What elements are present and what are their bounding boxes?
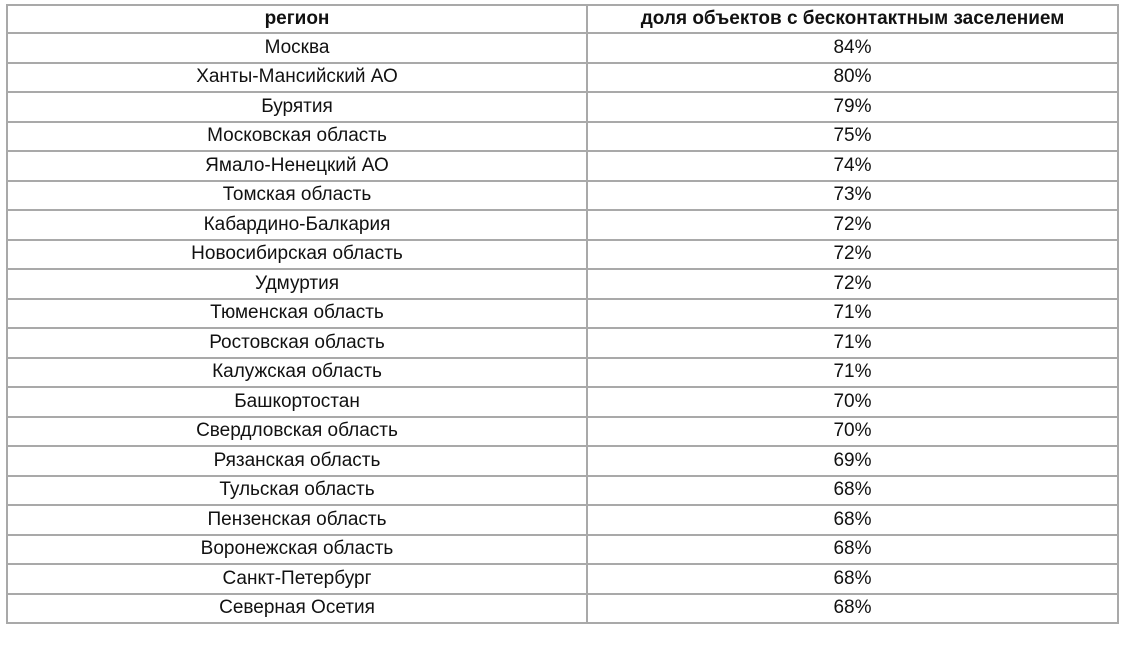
table-row <box>7 269 1118 299</box>
share-cell: 68% <box>587 505 1118 535</box>
region-cell: Бурятия <box>7 92 587 122</box>
header-row <box>7 5 1118 33</box>
region-cell: Башкортостан <box>7 387 587 417</box>
share-cell: 68% <box>587 476 1118 506</box>
share-cell: 68% <box>587 535 1118 565</box>
table-row <box>7 299 1118 329</box>
region-cell: Пензенская область <box>7 505 587 535</box>
region-cell: Тульская область <box>7 476 587 506</box>
share-cell: 71% <box>587 358 1118 388</box>
table-body <box>7 33 1118 623</box>
share-cell: 68% <box>587 564 1118 594</box>
table-row <box>7 151 1118 181</box>
region-cell: Новосибирская область <box>7 240 587 270</box>
share-cell: 72% <box>587 240 1118 270</box>
region-cell: Рязанская область <box>7 446 587 476</box>
regions-table <box>6 4 1119 624</box>
table-row <box>7 63 1118 93</box>
region-cell: Калужская область <box>7 358 587 388</box>
share-cell: 70% <box>587 387 1118 417</box>
table-row <box>7 33 1118 63</box>
region-cell: Северная Осетия <box>7 594 587 624</box>
region-cell: Москва <box>7 33 587 63</box>
region-cell: Томская область <box>7 181 587 211</box>
table-row <box>7 240 1118 270</box>
table-row <box>7 92 1118 122</box>
column-header-share: доля объектов с бесконтактным заселением <box>587 5 1118 33</box>
region-cell: Тюменская область <box>7 299 587 329</box>
share-cell: 75% <box>587 122 1118 152</box>
share-cell: 72% <box>587 269 1118 299</box>
column-header-region: регион <box>7 5 587 33</box>
table-row <box>7 505 1118 535</box>
table-row <box>7 446 1118 476</box>
region-cell: Кабардино-Балкария <box>7 210 587 240</box>
share-cell: 70% <box>587 417 1118 447</box>
region-cell: Воронежская область <box>7 535 587 565</box>
region-cell: Ямало-Ненецкий АО <box>7 151 587 181</box>
share-cell: 74% <box>587 151 1118 181</box>
share-cell: 68% <box>587 594 1118 624</box>
share-cell: 80% <box>587 63 1118 93</box>
table-row <box>7 417 1118 447</box>
region-cell: Удмуртия <box>7 269 587 299</box>
share-cell: 79% <box>587 92 1118 122</box>
table-row <box>7 358 1118 388</box>
table-row <box>7 564 1118 594</box>
data-table-container <box>6 4 1119 624</box>
table-row <box>7 328 1118 358</box>
share-cell: 84% <box>587 33 1118 63</box>
share-cell: 71% <box>587 299 1118 329</box>
share-cell: 72% <box>587 210 1118 240</box>
region-cell: Санкт-Петербург <box>7 564 587 594</box>
table-row <box>7 476 1118 506</box>
region-cell: Московская область <box>7 122 587 152</box>
share-cell: 69% <box>587 446 1118 476</box>
table-row <box>7 181 1118 211</box>
table-row <box>7 387 1118 417</box>
region-cell: Ханты-Мансийский АО <box>7 63 587 93</box>
table-row <box>7 594 1118 624</box>
region-cell: Ростовская область <box>7 328 587 358</box>
table-row <box>7 210 1118 240</box>
table-row <box>7 535 1118 565</box>
region-cell: Свердловская область <box>7 417 587 447</box>
share-cell: 73% <box>587 181 1118 211</box>
share-cell: 71% <box>587 328 1118 358</box>
table-row <box>7 122 1118 152</box>
